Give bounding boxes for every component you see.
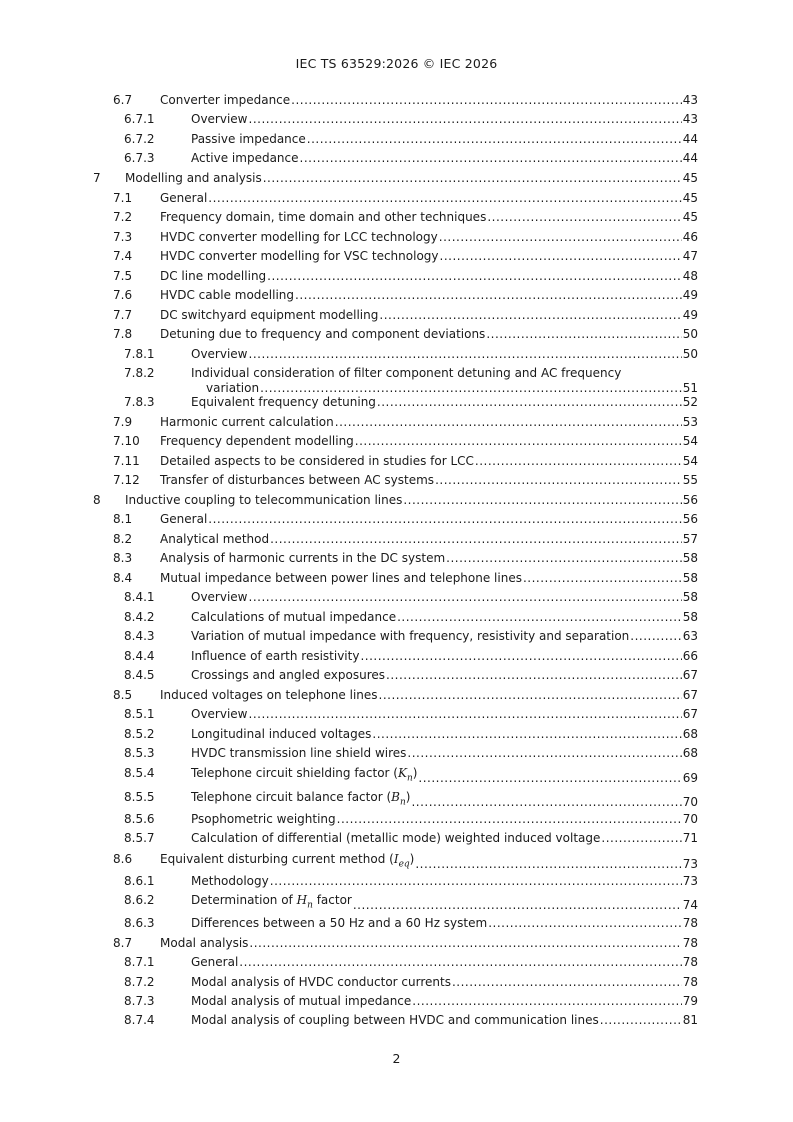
toc-entry[interactable] bbox=[0, 269, 793, 284]
toc-entry-title: HVDC transmission line shield wires bbox=[191, 746, 407, 760]
toc-entry-number: 8.6.3 bbox=[124, 916, 155, 930]
toc-entry-number: 7.7 bbox=[113, 308, 133, 322]
page-header: IEC TS 63529:2026 © IEC 2026 bbox=[295, 56, 498, 71]
toc-entry-title: Overview bbox=[191, 112, 248, 126]
toc-entry-page: 58 bbox=[682, 571, 698, 585]
dot-leader bbox=[379, 308, 681, 323]
dot-leader bbox=[486, 327, 681, 342]
toc-entry-number: 8.4.3 bbox=[124, 629, 155, 643]
toc-entry-title: Equivalent frequency detuning bbox=[191, 395, 376, 409]
dot-leader bbox=[208, 512, 681, 527]
toc-entry-number: 8.5.7 bbox=[124, 831, 155, 845]
dot-leader bbox=[249, 707, 682, 722]
dot-leader bbox=[452, 975, 682, 990]
toc-entry[interactable] bbox=[0, 668, 793, 683]
toc-entry-number: 8.1 bbox=[113, 512, 133, 526]
toc-entry[interactable] bbox=[0, 347, 793, 362]
toc-entry-title: Inductive coupling to telecommunication lines bbox=[125, 493, 403, 507]
toc-entry-number: 7 bbox=[93, 171, 101, 185]
toc-entry-title: HVDC converter modelling for LCC technology bbox=[160, 230, 438, 244]
toc-entry-title: Overview bbox=[191, 707, 248, 721]
toc-entry[interactable] bbox=[0, 210, 793, 225]
toc-entry-page: 49 bbox=[682, 288, 698, 302]
dot-leader bbox=[415, 857, 681, 872]
toc-entry-number: 6.7.1 bbox=[124, 112, 155, 126]
math-symbol: K bbox=[397, 766, 407, 780]
dot-leader bbox=[435, 473, 682, 488]
toc-entry-title: HVDC converter modelling for VSC technology bbox=[160, 249, 439, 263]
toc-entry-page: 69 bbox=[682, 771, 698, 786]
toc-entry-number: 7.8.3 bbox=[124, 395, 155, 409]
toc-entry-title: Induced voltages on telephone lines bbox=[160, 688, 378, 702]
toc-entry[interactable] bbox=[0, 994, 793, 1009]
toc-entry-title: General bbox=[160, 191, 208, 205]
toc-entry-title: Differences between a 50 Hz and a 60 Hz system bbox=[191, 916, 488, 930]
dot-leader bbox=[407, 746, 681, 761]
toc-entry[interactable] bbox=[0, 532, 793, 547]
toc-entry-page: 73 bbox=[682, 857, 698, 872]
toc-entry-page: 49 bbox=[682, 308, 698, 322]
toc-entry-title: Analytical method bbox=[160, 532, 270, 546]
dot-leader bbox=[377, 395, 682, 410]
toc-entry-number: 8.5.3 bbox=[124, 746, 155, 760]
dot-leader bbox=[335, 415, 682, 430]
toc-entry[interactable] bbox=[0, 688, 793, 703]
toc-entry-page: 78 bbox=[682, 955, 698, 969]
toc-entry-number: 7.3 bbox=[113, 230, 133, 244]
toc-entry-number: 8.7.1 bbox=[124, 955, 155, 969]
toc-entry-number: 7.10 bbox=[113, 434, 140, 448]
dot-leader bbox=[295, 288, 682, 303]
dot-leader bbox=[249, 936, 681, 951]
toc-entry-number: 7.12 bbox=[113, 473, 140, 487]
dot-leader bbox=[523, 571, 682, 586]
toc-entry[interactable] bbox=[0, 415, 793, 430]
toc-entry[interactable] bbox=[0, 230, 793, 245]
toc-entry-page: 56 bbox=[682, 512, 698, 526]
toc-entry-number: 7.8 bbox=[113, 327, 133, 341]
toc-entry-page: 58 bbox=[682, 610, 698, 624]
toc-entry-title: Modal analysis bbox=[160, 936, 249, 950]
toc-entry-page: 68 bbox=[682, 746, 698, 760]
toc-entry-page: 68 bbox=[682, 727, 698, 741]
dot-leader bbox=[386, 668, 682, 683]
toc-entry-number: 7.6 bbox=[113, 288, 133, 302]
toc-entry-page: 54 bbox=[682, 434, 698, 448]
toc-entry[interactable] bbox=[0, 288, 793, 303]
toc-entry-title: Mutual impedance between power lines and telephone lines bbox=[160, 571, 522, 585]
dot-leader bbox=[397, 610, 682, 625]
toc-entry-number: 8.2 bbox=[113, 532, 133, 546]
math-symbol: B bbox=[391, 790, 400, 804]
toc-entry-number: 8.5 bbox=[113, 688, 133, 702]
toc-entry[interactable] bbox=[0, 249, 793, 264]
dot-leader bbox=[412, 994, 681, 1009]
toc-entry-number: 8.4.1 bbox=[124, 590, 155, 604]
toc-entry-title: Passive impedance bbox=[191, 132, 306, 146]
toc-entry-title: Frequency dependent modelling bbox=[160, 434, 354, 448]
toc-entry[interactable] bbox=[0, 629, 793, 644]
toc-entry-title: Methodology bbox=[191, 874, 269, 888]
toc-entry-title: Telephone circuit shielding factor $(K_n)$ bbox=[191, 766, 418, 784]
toc-entry-page: 45 bbox=[682, 210, 698, 224]
toc-entry-number: 8.7.2 bbox=[124, 975, 155, 989]
dot-leader bbox=[488, 916, 682, 931]
toc-entry-number: 8 bbox=[93, 493, 101, 507]
toc-entry-title: Individual consideration of filter component detuning and AC frequency bbox=[191, 366, 622, 380]
dot-leader bbox=[249, 347, 682, 362]
toc-entry-page: 78 bbox=[682, 916, 698, 930]
toc-entry-title: Equivalent disturbing current method $(I_{eq})$ bbox=[160, 852, 415, 870]
toc-entry-title: General bbox=[160, 512, 208, 526]
toc-entry-page: 70 bbox=[682, 812, 698, 826]
toc-entry[interactable] bbox=[0, 610, 793, 625]
toc-entry-page: 67 bbox=[682, 668, 698, 682]
toc-entry-number: 7.1 bbox=[113, 191, 133, 205]
toc-entry-title: Detailed aspects to be considered in studies for LCC bbox=[160, 454, 474, 468]
toc-entry-page: 78 bbox=[682, 936, 698, 950]
toc-entry[interactable] bbox=[0, 132, 793, 147]
toc-entry-page: 46 bbox=[682, 230, 698, 244]
toc-entry[interactable] bbox=[0, 812, 793, 827]
toc-entry[interactable] bbox=[0, 590, 793, 605]
toc-entry-title: Determination of $H_n$ factor bbox=[191, 893, 352, 911]
toc-entry-page: 43 bbox=[682, 93, 698, 107]
toc-entry[interactable] bbox=[0, 571, 793, 586]
toc-entry-number: 6.7 bbox=[113, 93, 133, 107]
toc-entry-number: 6.7.3 bbox=[124, 151, 155, 165]
dot-leader bbox=[300, 151, 682, 166]
toc-entry-page: 71 bbox=[682, 831, 698, 845]
toc-entry[interactable] bbox=[0, 151, 793, 166]
toc-entry-page: 50 bbox=[682, 327, 698, 341]
toc-entry-title: Modelling and analysis bbox=[125, 171, 262, 185]
toc-entry[interactable] bbox=[0, 454, 793, 469]
page-number: 2 bbox=[392, 1051, 401, 1066]
toc-entry[interactable] bbox=[0, 649, 793, 664]
toc-entry-number: 8.6 bbox=[113, 852, 133, 866]
toc-entry-title: Modal analysis of HVDC conductor currents bbox=[191, 975, 451, 989]
dot-leader bbox=[630, 629, 681, 644]
math-subscript: n bbox=[406, 773, 413, 784]
toc-entry-page: 45 bbox=[682, 171, 698, 185]
toc-entry[interactable] bbox=[0, 327, 793, 342]
dot-leader bbox=[439, 230, 682, 245]
toc-entry[interactable] bbox=[0, 171, 793, 186]
toc-entry-page: 81 bbox=[682, 1013, 698, 1027]
toc-entry[interactable] bbox=[0, 727, 793, 742]
toc-entry-title: Calculation of differential (metallic mode) weighted induced voltage bbox=[191, 831, 601, 845]
toc-entry-number: 8.7.4 bbox=[124, 1013, 155, 1027]
toc-entry-page: 67 bbox=[682, 707, 698, 721]
toc-entry-page: 51 bbox=[682, 381, 698, 395]
toc-entry-page: 58 bbox=[682, 551, 698, 565]
dot-leader bbox=[291, 93, 682, 108]
toc-entry-number: 7.5 bbox=[113, 269, 133, 283]
toc-entry-title: DC line modelling bbox=[160, 269, 267, 283]
toc-entry[interactable] bbox=[0, 434, 793, 449]
toc-entry-title: Variation of mutual impedance with frequency, resistivity and separation bbox=[191, 629, 630, 643]
toc-entry[interactable] bbox=[0, 975, 793, 990]
dot-leader bbox=[260, 381, 682, 396]
toc-entry[interactable] bbox=[0, 893, 793, 913]
toc-entry[interactable] bbox=[0, 366, 793, 396]
toc-entry-number: 8.4 bbox=[113, 571, 133, 585]
toc-entry-page: 70 bbox=[682, 795, 698, 810]
toc-entry[interactable] bbox=[0, 852, 793, 872]
toc-entry-number: 7.4 bbox=[113, 249, 133, 263]
toc-entry-page: 43 bbox=[682, 112, 698, 126]
toc-entry[interactable] bbox=[0, 1013, 793, 1028]
toc-entry-page: 66 bbox=[682, 649, 698, 663]
toc-entry[interactable] bbox=[0, 916, 793, 931]
toc-entry-page: 56 bbox=[682, 493, 698, 507]
dot-leader bbox=[487, 210, 681, 225]
toc-entry-page: 52 bbox=[682, 395, 698, 409]
toc-entry[interactable] bbox=[0, 874, 793, 889]
toc-entry-page: 53 bbox=[682, 415, 698, 429]
toc-entry-page: 78 bbox=[682, 975, 698, 989]
toc-entry-title: Converter impedance bbox=[160, 93, 291, 107]
toc-entry-number: 8.5.4 bbox=[124, 766, 155, 780]
toc-entry[interactable] bbox=[0, 551, 793, 566]
toc-entry[interactable] bbox=[0, 395, 793, 410]
dot-leader bbox=[418, 771, 681, 786]
toc-entry-title: HVDC cable modelling bbox=[160, 288, 295, 302]
toc-entry-number: 8.5.1 bbox=[124, 707, 155, 721]
dot-leader bbox=[403, 493, 681, 508]
toc-entry[interactable] bbox=[0, 512, 793, 527]
toc-entry-title: Overview bbox=[191, 347, 248, 361]
toc-entry-title: Analysis of harmonic currents in the DC system bbox=[160, 551, 446, 565]
toc-entry-page: 50 bbox=[682, 347, 698, 361]
toc-entry-page: 57 bbox=[682, 532, 698, 546]
toc-entry-number: 8.5.6 bbox=[124, 812, 155, 826]
toc-entry-number: 7.8.2 bbox=[124, 366, 155, 380]
dot-leader bbox=[270, 532, 682, 547]
dot-leader bbox=[307, 132, 682, 147]
toc-entry-page: 47 bbox=[682, 249, 698, 263]
math-symbol: H bbox=[296, 893, 308, 907]
toc-entry[interactable] bbox=[0, 831, 793, 846]
toc-entry[interactable] bbox=[0, 93, 793, 108]
dot-leader bbox=[600, 1013, 682, 1028]
toc-entry-title: Influence of earth resistivity bbox=[191, 649, 360, 663]
toc-entry-number: 6.7.2 bbox=[124, 132, 155, 146]
toc-entry[interactable] bbox=[0, 473, 793, 488]
toc-entry-page: 55 bbox=[682, 473, 698, 487]
toc-entry-number: 8.5.2 bbox=[124, 727, 155, 741]
toc-entry-title: Modal analysis of mutual impedance bbox=[191, 994, 412, 1008]
toc-entry-title: Psophometric weighting bbox=[191, 812, 336, 826]
toc-entry-title: Telephone circuit balance factor $(B_n)$ bbox=[191, 790, 411, 808]
dot-leader bbox=[249, 590, 682, 605]
toc-entry[interactable] bbox=[0, 191, 793, 206]
dot-leader bbox=[208, 191, 681, 206]
toc-entry-page: 45 bbox=[682, 191, 698, 205]
toc-entry-title: Modal analysis of coupling between HVDC and communication lines bbox=[191, 1013, 599, 1027]
toc-entry-title: Transfer of disturbances between AC systems bbox=[160, 473, 435, 487]
toc-entry-title: Calculations of mutual impedance bbox=[191, 610, 397, 624]
toc-entry-number: 8.7 bbox=[113, 936, 133, 950]
toc-entry-title: Harmonic current calculation bbox=[160, 415, 334, 429]
toc-entry[interactable] bbox=[0, 790, 793, 810]
dot-leader bbox=[337, 812, 682, 827]
dot-leader bbox=[411, 795, 681, 810]
math-symbol: I bbox=[393, 852, 399, 866]
dot-leader bbox=[263, 171, 682, 186]
toc-entry-page: 44 bbox=[682, 151, 698, 165]
toc-entry-title: Frequency domain, time domain and other techniques bbox=[160, 210, 487, 224]
toc-entry[interactable] bbox=[0, 936, 793, 951]
toc-entry-number: 7.8.1 bbox=[124, 347, 155, 361]
toc-entry-title: Detuning due to frequency and component deviations bbox=[160, 327, 486, 341]
toc-entry-page: 54 bbox=[682, 454, 698, 468]
toc-entry[interactable] bbox=[0, 308, 793, 323]
toc-entry-number: 7.9 bbox=[113, 415, 133, 429]
toc-entry-title: General bbox=[191, 955, 239, 969]
toc-entry[interactable] bbox=[0, 746, 793, 761]
toc-entry[interactable] bbox=[0, 955, 793, 970]
toc-entry[interactable] bbox=[0, 493, 793, 508]
dot-leader bbox=[353, 898, 682, 913]
toc-entry-number: 7.2 bbox=[113, 210, 133, 224]
math-subscript: n bbox=[399, 797, 406, 808]
toc-entry-title: Overview bbox=[191, 590, 248, 604]
toc-entry-number: 8.6.1 bbox=[124, 874, 155, 888]
dot-leader bbox=[446, 551, 682, 566]
math-subscript: n bbox=[307, 900, 313, 911]
toc-entry-title: DC switchyard equipment modelling bbox=[160, 308, 379, 322]
toc-entry-number: 8.4.4 bbox=[124, 649, 155, 663]
dot-leader bbox=[372, 727, 681, 742]
toc-entry-title: Active impedance bbox=[191, 151, 299, 165]
dot-leader bbox=[267, 269, 682, 284]
dot-leader bbox=[475, 454, 682, 469]
toc-entry-page: 67 bbox=[682, 688, 698, 702]
math-subscript: eq bbox=[398, 859, 410, 870]
toc-entry-page: 79 bbox=[682, 994, 698, 1008]
toc-entry-number: 8.5.5 bbox=[124, 790, 155, 804]
dot-leader bbox=[270, 874, 682, 889]
toc-entry[interactable] bbox=[0, 112, 793, 127]
toc-entry-title-continued: variation bbox=[206, 381, 260, 395]
toc-entry-page: 48 bbox=[682, 269, 698, 283]
dot-leader bbox=[379, 688, 682, 703]
toc-entry-title: Longitudinal induced voltages bbox=[191, 727, 372, 741]
dot-leader bbox=[601, 831, 681, 846]
toc-entry-page: 74 bbox=[682, 898, 698, 913]
toc-entry-page: 58 bbox=[682, 590, 698, 604]
toc-entry-page: 73 bbox=[682, 874, 698, 888]
toc-entry-number: 8.3 bbox=[113, 551, 133, 565]
toc-entry-number: 8.6.2 bbox=[124, 893, 155, 907]
dot-leader bbox=[440, 249, 682, 264]
toc-entry-number: 7.11 bbox=[113, 454, 140, 468]
toc-entry-number: 8.7.3 bbox=[124, 994, 155, 1008]
toc-entry-page: 63 bbox=[682, 629, 698, 643]
dot-leader bbox=[249, 112, 682, 127]
toc-entry[interactable] bbox=[0, 707, 793, 722]
toc-entry[interactable] bbox=[0, 766, 793, 786]
dot-leader bbox=[360, 649, 681, 664]
dot-leader bbox=[239, 955, 681, 970]
dot-leader bbox=[355, 434, 682, 449]
toc-entry-page: 44 bbox=[682, 132, 698, 146]
toc-entry-number: 8.4.2 bbox=[124, 610, 155, 624]
toc-entry-number: 8.4.5 bbox=[124, 668, 155, 682]
toc-entry-title: Crossings and angled exposures bbox=[191, 668, 386, 682]
